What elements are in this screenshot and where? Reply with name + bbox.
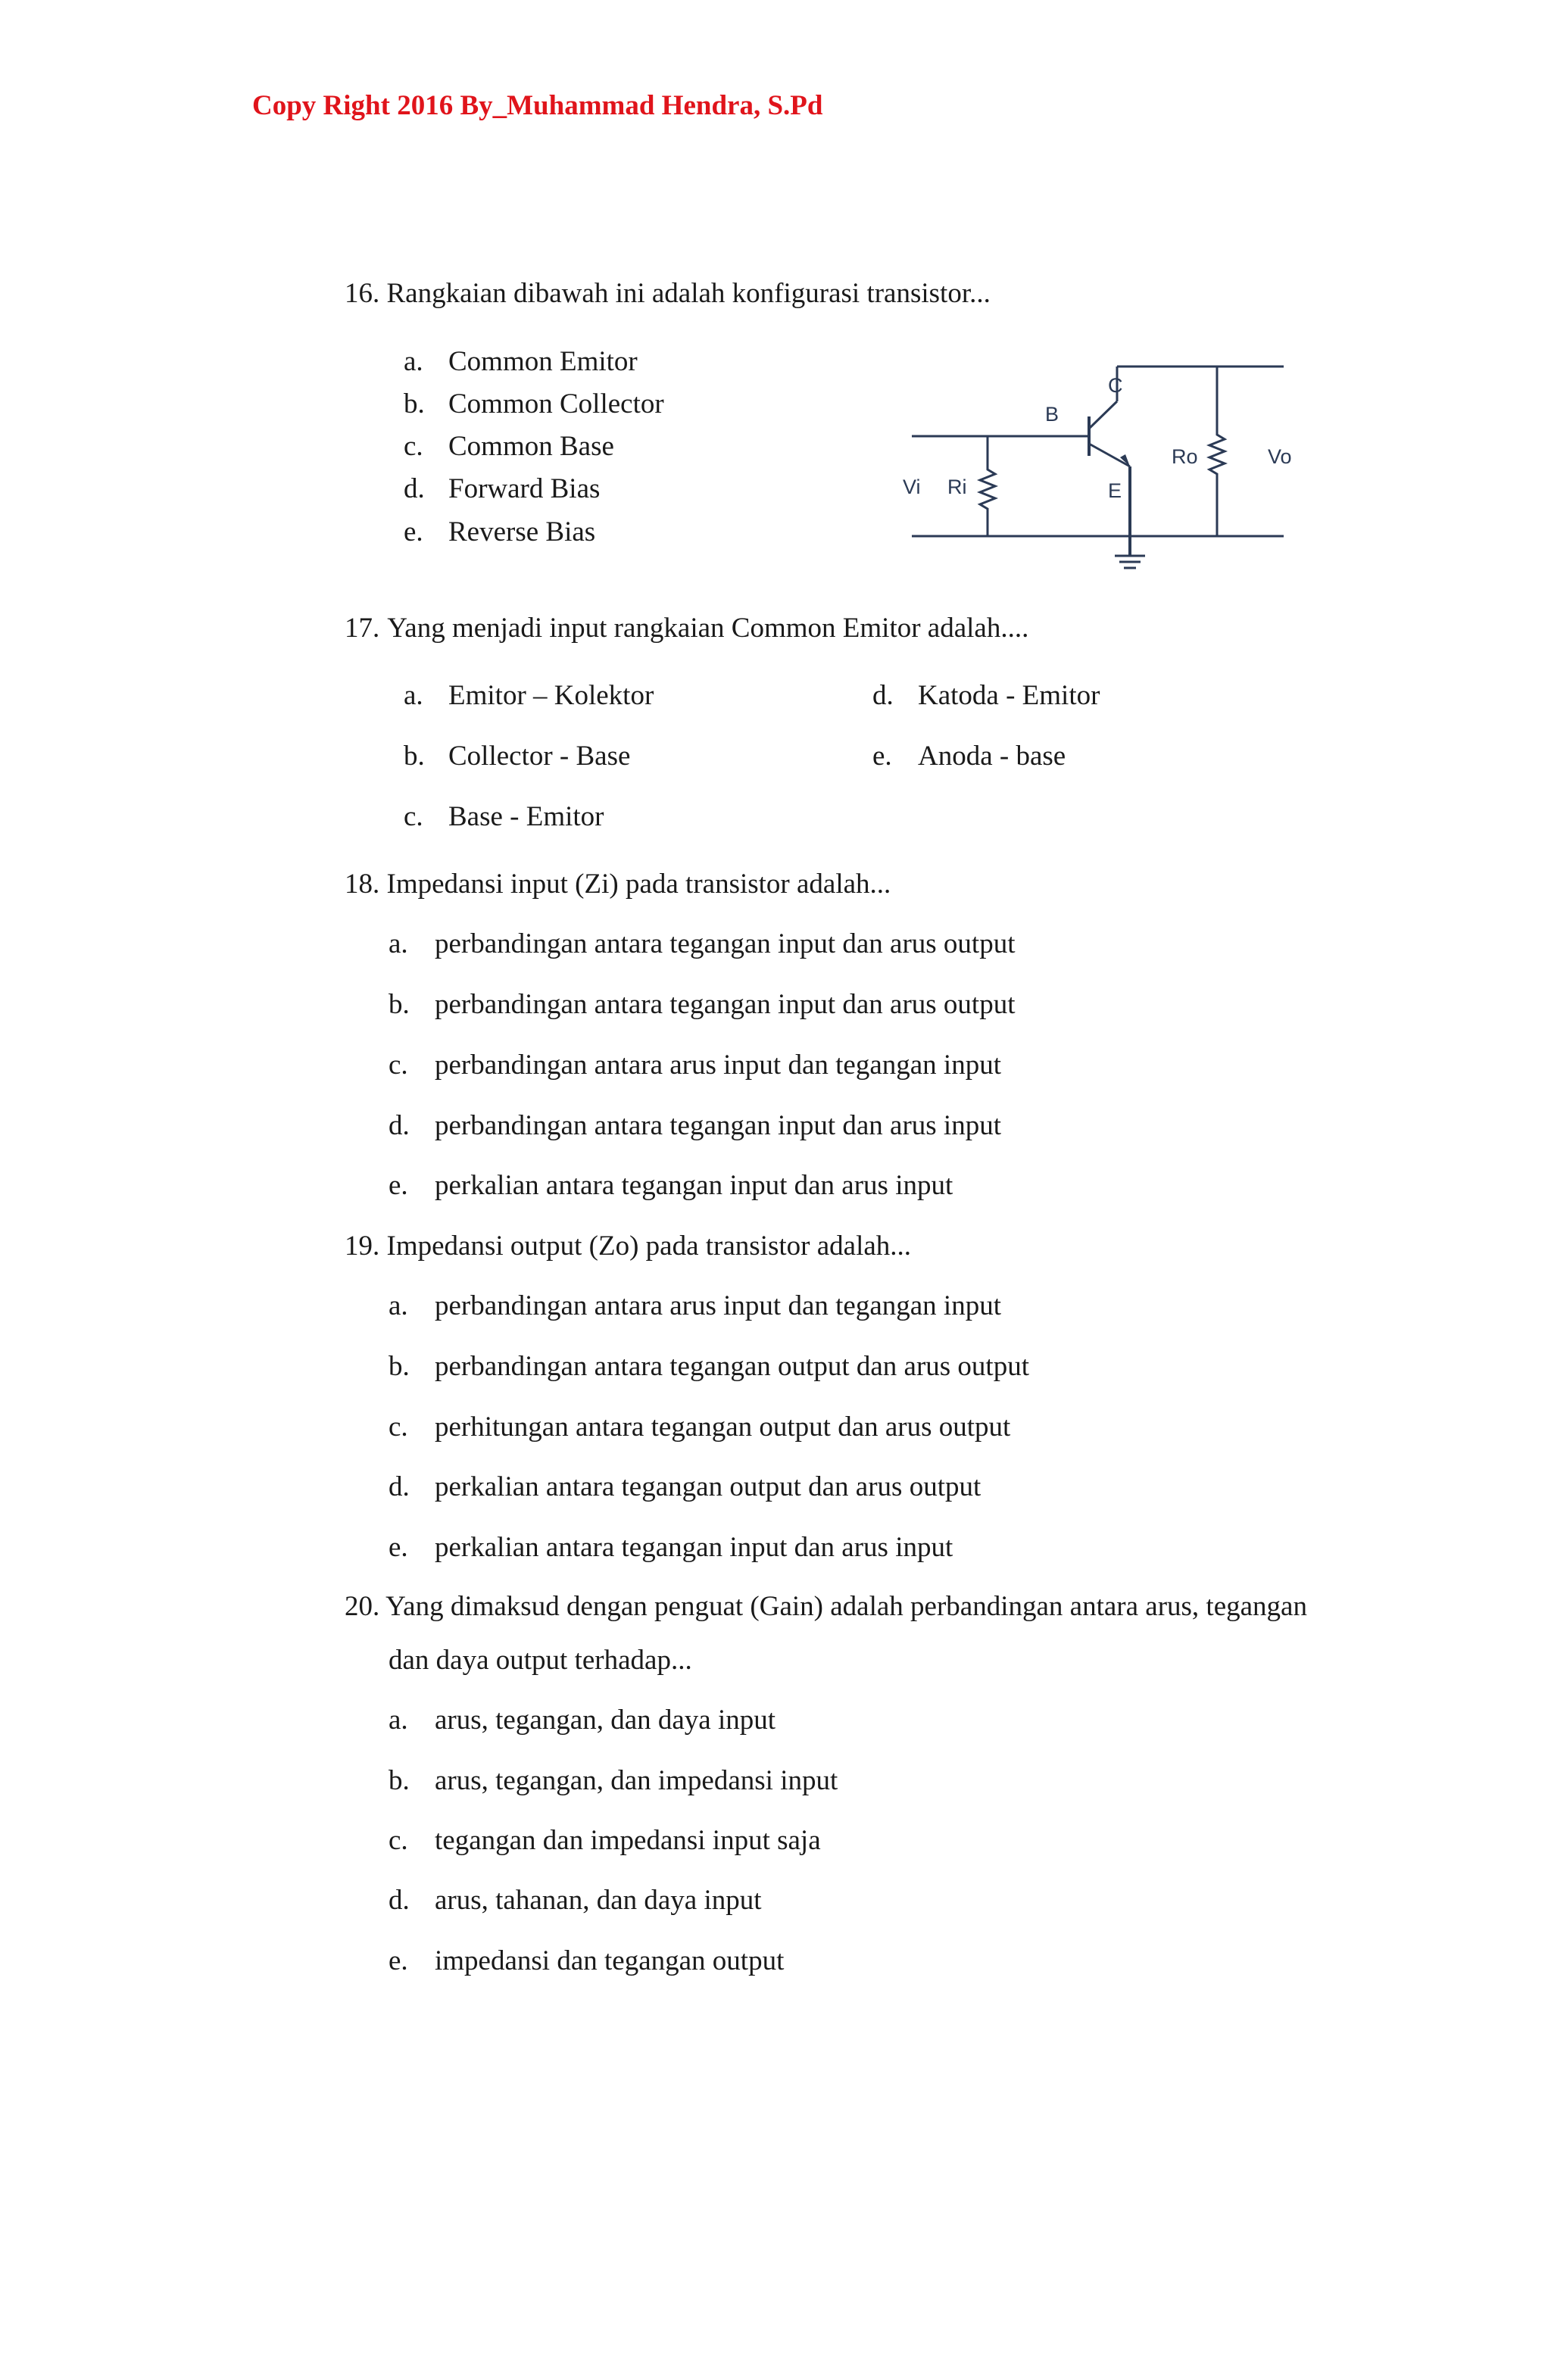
- option-letter: e.: [404, 516, 423, 547]
- ri-label: Ri: [947, 476, 967, 498]
- option-letter: e.: [389, 1532, 408, 1563]
- option-text: perkalian antara tegangan output dan arus output: [435, 1471, 981, 1502]
- option-text: arus, tegangan, dan daya input: [435, 1705, 776, 1736]
- option-letter: c.: [389, 1411, 408, 1443]
- option-text: perbandingan antara tegangan output dan arus output: [435, 1351, 1029, 1382]
- question-number: 18.: [345, 869, 380, 900]
- option-text: Katoda - Emitor: [918, 680, 1100, 711]
- question-text: Rangkaian dibawah ini adalah konfigurasi transistor...: [386, 278, 991, 309]
- transistor-collector-lead: [1089, 401, 1117, 429]
- question-19: [345, 1230, 911, 1263]
- option-text: perbandingan antara tegangan input dan arus output: [435, 928, 1016, 959]
- option-text: Base - Emitor: [448, 801, 604, 832]
- option-letter: b.: [389, 989, 410, 1020]
- option-text: perkalian antara tegangan input dan arus input: [435, 1170, 953, 1201]
- option-text: arus, tahanan, dan daya input: [435, 1885, 762, 1916]
- option-letter: a.: [389, 1290, 408, 1321]
- ro-label: Ro: [1172, 445, 1198, 468]
- question-16: [345, 277, 991, 310]
- question-20: [345, 1590, 1307, 1624]
- option-text: Reverse Bias: [448, 516, 596, 547]
- option-letter: d.: [872, 680, 894, 711]
- option-letter: d.: [389, 1110, 410, 1141]
- option-letter: e.: [389, 1945, 408, 1976]
- option-letter: d.: [389, 1885, 410, 1916]
- option-letter: a.: [404, 680, 423, 711]
- ri-resistor: [980, 436, 995, 536]
- question-number: 17.: [345, 613, 380, 644]
- option-letter: e.: [872, 741, 892, 772]
- question-number: 20.: [345, 1591, 380, 1622]
- option-text: perbandingan antara arus input dan tegangan input: [435, 1290, 1001, 1321]
- option-letter: a.: [404, 346, 423, 377]
- option-text: Forward Bias: [448, 473, 601, 504]
- emitter-label: E: [1108, 479, 1122, 502]
- question-17: [345, 612, 1028, 645]
- vi-label: Vi: [903, 476, 921, 498]
- copyright-header: Copy Right 2016 By_Muhammad Hendra, S.Pd: [252, 90, 823, 121]
- option-letter: b.: [404, 388, 425, 420]
- option-text: perhitungan antara tegangan output dan arus output: [435, 1411, 1011, 1443]
- option-text: Emitor – Kolektor: [448, 680, 654, 711]
- option-text: impedansi dan tegangan output: [435, 1945, 785, 1976]
- option-letter: c.: [389, 1825, 408, 1856]
- question-20-continuation: dan daya output terhadap...: [389, 1645, 692, 1676]
- option-letter: c.: [404, 431, 423, 462]
- option-text: arus, tegangan, dan impedansi input: [435, 1765, 838, 1796]
- transistor-emitter-lead: [1089, 444, 1130, 466]
- option-letter: b.: [404, 741, 425, 772]
- option-text: Common Collector: [448, 388, 664, 420]
- option-letter: a.: [389, 1705, 408, 1736]
- question-number: 16.: [345, 278, 380, 309]
- option-letter: a.: [389, 928, 408, 959]
- option-letter: d.: [404, 473, 425, 504]
- option-letter: c.: [404, 801, 423, 832]
- option-text: perbandingan antara arus input dan tegangan input: [435, 1050, 1001, 1081]
- common-emitter-circuit-diagram: [894, 356, 1295, 583]
- question-text: Yang dimaksud dengan penguat (Gain) adalah perbandingan antara arus, tegangan: [385, 1591, 1307, 1622]
- option-letter: e.: [389, 1170, 408, 1201]
- option-text: perbandingan antara tegangan input dan arus input: [435, 1110, 1001, 1141]
- question-text: Impedansi input (Zi) pada transistor adalah...: [386, 869, 891, 900]
- question-18: [345, 868, 891, 901]
- option-text: Collector - Base: [448, 741, 631, 772]
- option-text: perbandingan antara tegangan input dan arus output: [435, 989, 1016, 1020]
- option-text: Anoda - base: [918, 741, 1066, 772]
- option-letter: d.: [389, 1471, 410, 1502]
- ro-resistor: [1209, 367, 1225, 536]
- vo-label: Vo: [1268, 445, 1292, 468]
- option-letter: c.: [389, 1050, 408, 1081]
- collector-label: C: [1108, 374, 1123, 397]
- option-text: Common Emitor: [448, 346, 638, 377]
- option-text: Common Base: [448, 431, 614, 462]
- option-letter: b.: [389, 1765, 410, 1796]
- base-label: B: [1045, 403, 1059, 426]
- option-text: perkalian antara tegangan input dan arus input: [435, 1532, 953, 1563]
- option-letter: b.: [389, 1351, 410, 1382]
- question-number: 19.: [345, 1231, 380, 1262]
- question-text: Yang menjadi input rangkaian Common Emitor adalah....: [387, 613, 1029, 644]
- option-text: tegangan dan impedansi input saja: [435, 1825, 821, 1856]
- question-text: Impedansi output (Zo) pada transistor adalah...: [386, 1231, 912, 1262]
